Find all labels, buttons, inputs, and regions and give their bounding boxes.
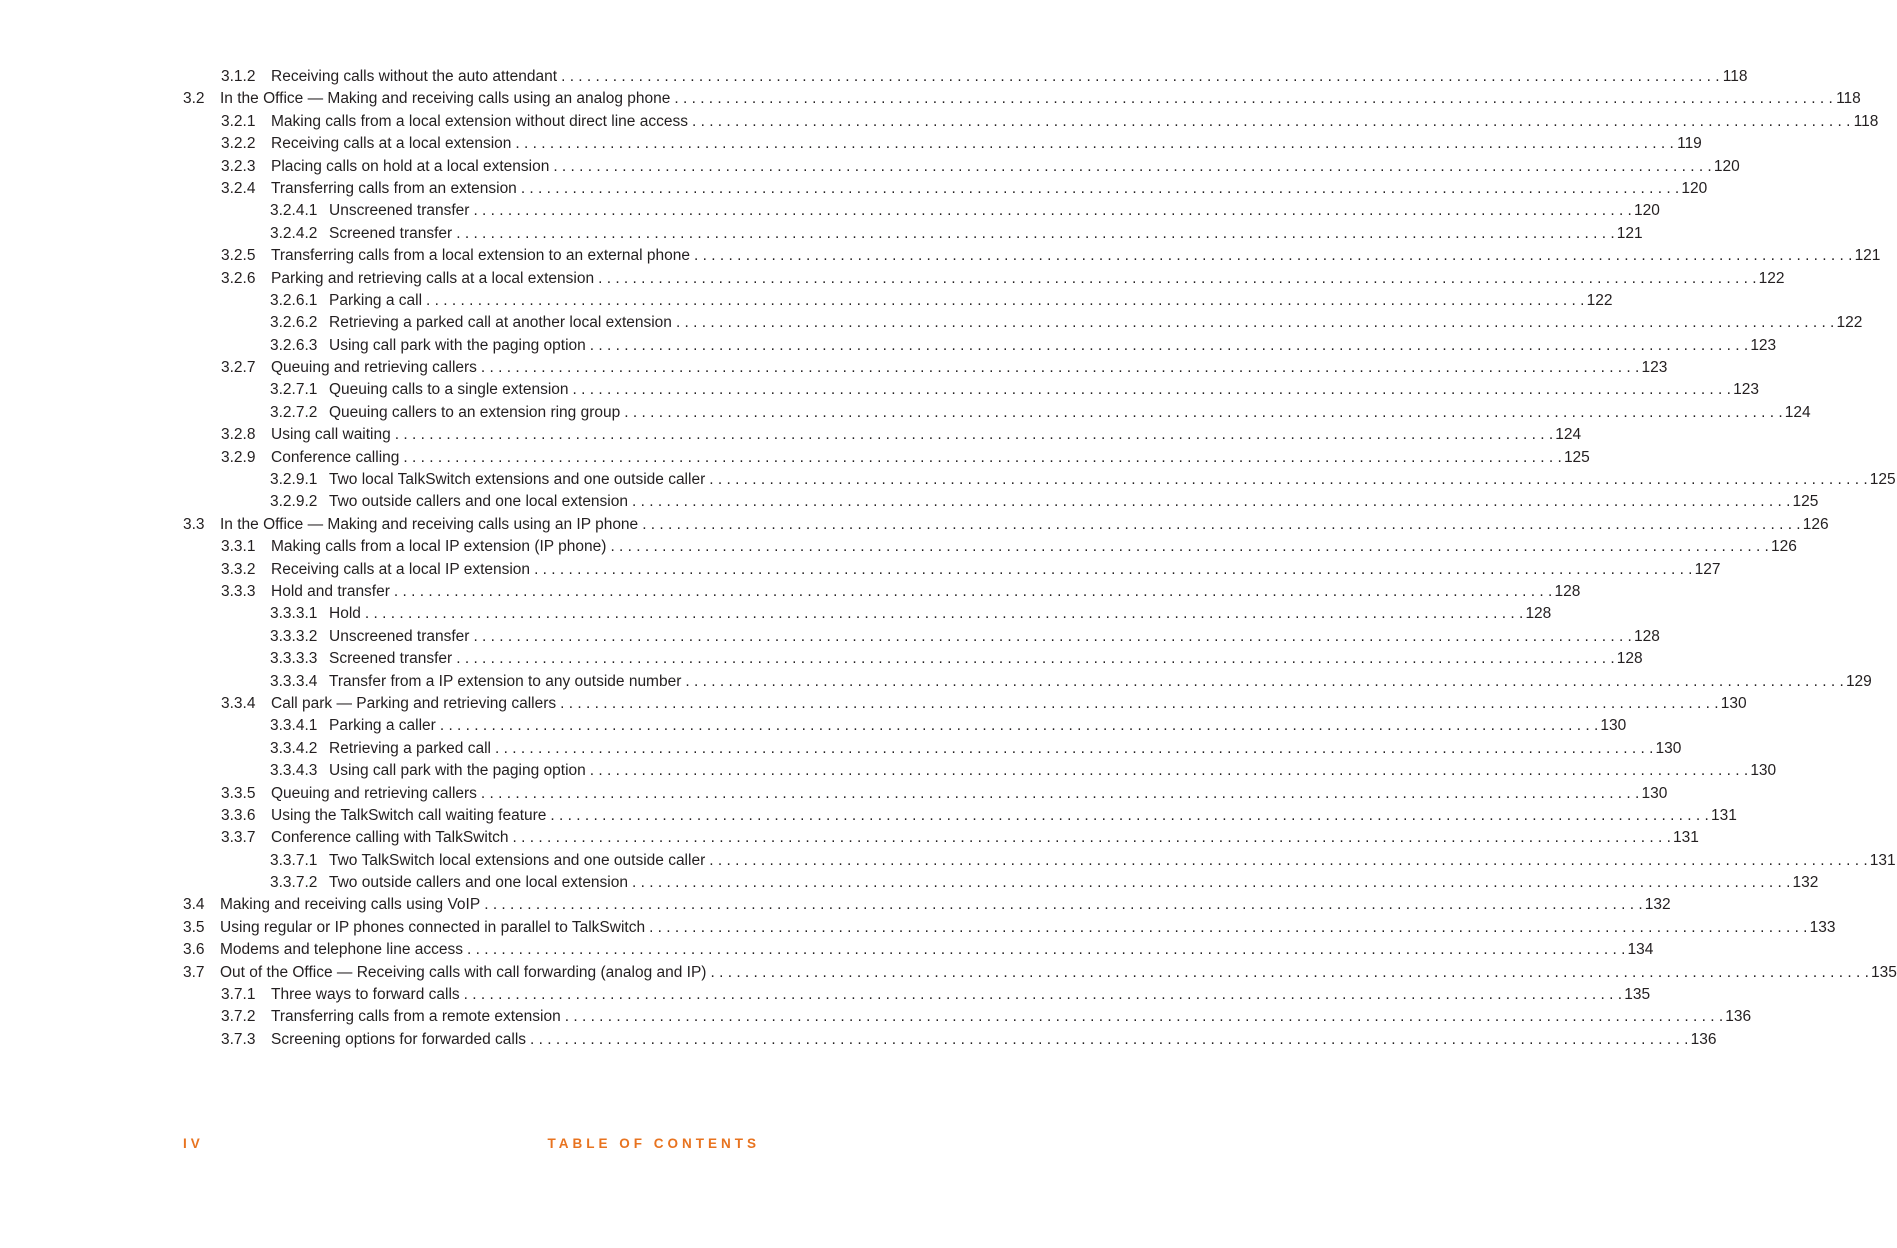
toc-entry-number: 3.2.9.1 bbox=[270, 471, 318, 489]
toc-entry-number: 3.2.6.1 bbox=[270, 291, 318, 309]
dot-leader bbox=[521, 178, 1679, 200]
toc-entry-page: 118 bbox=[1853, 112, 1879, 130]
dot-leader bbox=[440, 715, 1598, 737]
toc-entry[interactable] bbox=[183, 111, 1879, 133]
dot-leader bbox=[395, 424, 1553, 446]
toc-entry-page: 120 bbox=[1681, 179, 1708, 197]
dot-leader bbox=[694, 245, 1852, 267]
dot-leader bbox=[573, 379, 1731, 401]
dot-leader bbox=[560, 693, 1718, 715]
toc-entry-page: 118 bbox=[1836, 90, 1861, 108]
toc-entry-number: 3.2.9.2 bbox=[270, 493, 318, 511]
toc-entry-title: Using call waiting bbox=[271, 426, 391, 444]
toc-entry[interactable] bbox=[183, 671, 1872, 693]
toc-entry-number: 3.2.3 bbox=[221, 157, 256, 175]
toc-entry-title: Two outside callers and one local extension bbox=[329, 493, 628, 511]
toc-entry[interactable] bbox=[183, 1029, 1717, 1051]
dot-leader bbox=[530, 1029, 1688, 1051]
dot-leader bbox=[403, 447, 1561, 469]
footer-page-number: IV bbox=[183, 1136, 204, 1151]
toc-entry[interactable] bbox=[183, 917, 1836, 939]
toc-entry-page: 119 bbox=[1677, 135, 1702, 153]
toc-entry-number: 3.7.2 bbox=[221, 1008, 256, 1026]
toc-entry[interactable] bbox=[183, 872, 1819, 894]
toc-entry-number: 3.2.4.2 bbox=[270, 224, 318, 242]
dot-leader bbox=[484, 894, 1642, 916]
toc-entry-page: 130 bbox=[1641, 784, 1668, 802]
toc-entry[interactable] bbox=[183, 984, 1651, 1006]
toc-entry[interactable] bbox=[183, 469, 1896, 491]
toc-entry[interactable] bbox=[183, 581, 1581, 603]
toc-entry[interactable] bbox=[183, 491, 1819, 513]
toc-entry[interactable] bbox=[183, 603, 1552, 625]
toc-entry-number: 3.3.2 bbox=[221, 560, 256, 578]
footer-section-title: TABLE OF CONTENTS bbox=[547, 1136, 760, 1151]
toc-entry-number: 3.3.3.2 bbox=[270, 627, 318, 645]
toc-entry-page: 122 bbox=[1758, 269, 1785, 287]
toc-entry-number: 3.3.3.1 bbox=[270, 605, 318, 623]
toc-entry-title: Unscreened transfer bbox=[329, 202, 470, 220]
toc-entry[interactable] bbox=[183, 536, 1797, 558]
toc-entry-page: 120 bbox=[1633, 202, 1660, 220]
toc-entry-title: Retrieving a parked call bbox=[329, 739, 491, 757]
toc-entry-page: 123 bbox=[1733, 381, 1759, 399]
toc-entry[interactable] bbox=[183, 1006, 1752, 1028]
toc-entry[interactable] bbox=[183, 962, 1897, 984]
toc-entry-number: 3.2.2 bbox=[221, 135, 256, 153]
toc-entry-title: In the Office — Making and receiving calls using an analog phone bbox=[220, 90, 671, 108]
dot-leader bbox=[464, 984, 1622, 1006]
dot-leader bbox=[624, 402, 1782, 424]
toc-entry-number: 3.3.7.1 bbox=[270, 851, 318, 869]
dot-leader bbox=[674, 88, 1832, 110]
toc-entry-number: 3.2.4 bbox=[221, 179, 256, 197]
toc-entry[interactable] bbox=[183, 783, 1668, 805]
dot-leader bbox=[590, 760, 1748, 782]
dot-leader bbox=[649, 917, 1807, 939]
dot-leader bbox=[467, 939, 1625, 961]
dot-leader bbox=[632, 491, 1790, 513]
toc-entry-page: 133 bbox=[1809, 918, 1836, 936]
toc-entry-title: Two outside callers and one local extension bbox=[329, 874, 628, 892]
toc-entry-page: 125 bbox=[1563, 448, 1590, 466]
toc-entry-page: 130 bbox=[1720, 694, 1747, 712]
toc-entry-number: 3.5 bbox=[183, 918, 205, 936]
dot-leader bbox=[676, 312, 1834, 334]
toc-entry-title: Queuing and retrieving callers bbox=[271, 784, 477, 802]
toc-entry-title: Making calls from a local extension without direct line access bbox=[271, 112, 688, 130]
toc-entry[interactable] bbox=[183, 245, 1881, 267]
toc-entry[interactable] bbox=[183, 447, 1590, 469]
toc-entry-number: 3.3 bbox=[183, 515, 205, 533]
dot-leader bbox=[565, 1006, 1723, 1028]
dot-leader bbox=[709, 469, 1867, 491]
toc-entry-number: 3.3.3.4 bbox=[270, 672, 318, 690]
dot-leader bbox=[632, 872, 1790, 894]
toc-entry[interactable] bbox=[183, 850, 1896, 872]
toc-entry-title: Two local TalkSwitch extensions and one outside caller bbox=[329, 471, 706, 489]
toc-entry-title: Screening options for forwarded calls bbox=[271, 1030, 527, 1048]
toc-entry[interactable] bbox=[183, 514, 1829, 536]
toc-entry-title: Hold bbox=[329, 605, 361, 623]
toc-entry-page: 128 bbox=[1525, 605, 1552, 623]
toc-entry-number: 3.2.1 bbox=[221, 112, 256, 130]
toc-entry-page: 122 bbox=[1586, 291, 1613, 309]
toc-entry[interactable] bbox=[183, 559, 1721, 581]
toc-entry-page: 128 bbox=[1633, 627, 1660, 645]
dot-leader bbox=[426, 290, 1584, 312]
toc-entry-title: Using regular or IP phones connected in parallel to TalkSwitch bbox=[220, 918, 646, 936]
dot-leader bbox=[642, 514, 1800, 536]
dot-leader bbox=[561, 66, 1719, 88]
toc-entry-page: 121 bbox=[1854, 247, 1881, 265]
toc-entry[interactable] bbox=[183, 738, 1682, 760]
dot-leader bbox=[515, 133, 1673, 155]
toc-entry-number: 3.3.3 bbox=[221, 582, 256, 600]
toc-entry-title: Making and receiving calls using VoIP bbox=[220, 896, 481, 914]
toc-entry-page: 128 bbox=[1554, 582, 1581, 600]
toc-entry-title: Using call park with the paging option bbox=[329, 336, 586, 354]
toc-entry-title: Screened transfer bbox=[329, 650, 453, 668]
toc-entry-number: 3.7.1 bbox=[221, 986, 256, 1004]
dot-leader bbox=[473, 200, 1631, 222]
toc-entry-number: 3.3.7.2 bbox=[270, 874, 318, 892]
toc-entry-number: 3.4 bbox=[183, 896, 205, 914]
toc-entry-page: 123 bbox=[1641, 359, 1668, 377]
dot-leader bbox=[534, 559, 1692, 581]
toc-entry-title: Hold and transfer bbox=[271, 582, 390, 600]
toc-entry-page: 132 bbox=[1792, 874, 1819, 892]
dot-leader bbox=[553, 156, 1711, 178]
dot-leader bbox=[710, 962, 1868, 984]
toc-entry-title: Transferring calls from a remote extension bbox=[271, 1008, 561, 1026]
dot-leader bbox=[685, 671, 1843, 693]
toc-entry[interactable] bbox=[183, 357, 1668, 379]
dot-leader bbox=[692, 111, 1850, 133]
toc-entry-title: Unscreened transfer bbox=[329, 627, 470, 645]
toc-entry-title: Two TalkSwitch local extensions and one outside caller bbox=[329, 851, 706, 869]
toc-entry[interactable] bbox=[183, 939, 1654, 961]
toc-entry-number: 3.3.1 bbox=[221, 538, 256, 556]
toc-entry-number: 3.3.7 bbox=[221, 829, 256, 847]
toc-entry-page: 130 bbox=[1600, 717, 1627, 735]
toc-entry-page: 131 bbox=[1673, 829, 1699, 847]
toc-entry-page: 126 bbox=[1802, 515, 1829, 533]
toc-entry-number: 3.2.4.1 bbox=[270, 202, 318, 220]
toc-entry-number: 3.3.4.3 bbox=[270, 762, 318, 780]
toc-entry-page: 126 bbox=[1770, 538, 1797, 556]
table-of-contents bbox=[183, 66, 1897, 1051]
dot-leader bbox=[481, 357, 1639, 379]
toc-entry-title: Receiving calls at a local extension bbox=[271, 135, 512, 153]
dot-leader bbox=[365, 603, 1523, 625]
toc-entry[interactable] bbox=[183, 715, 1627, 737]
toc-entry-page: 136 bbox=[1725, 1008, 1752, 1026]
toc-entry[interactable] bbox=[183, 648, 1643, 670]
toc-entry-number: 3.2.6.3 bbox=[270, 336, 318, 354]
toc-entry-title: Transferring calls from an extension bbox=[271, 179, 517, 197]
toc-entry[interactable] bbox=[183, 626, 1660, 648]
toc-entry-title: Transfer from a IP extension to any outside number bbox=[329, 672, 682, 690]
toc-entry-page: 135 bbox=[1871, 963, 1897, 981]
toc-entry-title: Queuing calls to a single extension bbox=[329, 381, 569, 399]
toc-entry-number: 3.3.4.2 bbox=[270, 739, 318, 757]
toc-entry-page: 121 bbox=[1616, 224, 1643, 242]
toc-entry-page: 127 bbox=[1694, 560, 1721, 578]
toc-entry-page: 125 bbox=[1792, 493, 1819, 511]
toc-entry[interactable] bbox=[183, 156, 1740, 178]
toc-entry-number: 3.2.5 bbox=[221, 247, 256, 265]
toc-entry[interactable] bbox=[183, 379, 1759, 401]
toc-entry-page: 132 bbox=[1644, 896, 1671, 914]
toc-entry-page: 135 bbox=[1624, 986, 1651, 1004]
toc-entry-number: 3.2.6 bbox=[221, 269, 256, 287]
dot-leader bbox=[590, 335, 1748, 357]
toc-entry[interactable] bbox=[183, 760, 1777, 782]
toc-entry-number: 3.2.7.1 bbox=[270, 381, 318, 399]
toc-entry-page: 130 bbox=[1750, 762, 1777, 780]
toc-entry[interactable] bbox=[183, 894, 1671, 916]
toc-entry-page: 130 bbox=[1655, 739, 1682, 757]
toc-entry[interactable] bbox=[183, 66, 1748, 88]
dot-leader bbox=[709, 850, 1867, 872]
toc-entry-page: 125 bbox=[1869, 471, 1896, 489]
toc-entry-title: Making calls from a local IP extension (IP phone) bbox=[271, 538, 607, 556]
toc-entry-number: 3.7.3 bbox=[221, 1030, 256, 1048]
toc-entry-title: Out of the Office — Receiving calls with call forwarding (analog and IP) bbox=[220, 963, 707, 981]
toc-entry[interactable] bbox=[183, 223, 1643, 245]
toc-entry-number: 3.3.4.1 bbox=[270, 717, 318, 735]
toc-entry-title: Queuing callers to an extension ring group bbox=[329, 403, 621, 421]
toc-entry-number: 3.7 bbox=[183, 963, 205, 981]
toc-entry-number: 3.3.5 bbox=[221, 784, 256, 802]
toc-entry[interactable] bbox=[183, 827, 1699, 849]
toc-entry-page: 134 bbox=[1627, 941, 1654, 959]
toc-entry-title: Transferring calls from a local extension to an external phone bbox=[271, 247, 691, 265]
toc-entry-title: Call park — Parking and retrieving callers bbox=[271, 694, 557, 712]
toc-entry-page: 131 bbox=[1869, 851, 1896, 869]
toc-entry-number: 3.2.6.2 bbox=[270, 314, 318, 332]
toc-entry[interactable] bbox=[183, 805, 1737, 827]
toc-entry-page: 122 bbox=[1836, 314, 1863, 332]
dot-leader bbox=[598, 268, 1756, 290]
toc-entry-number: 3.1.2 bbox=[221, 68, 256, 85]
dot-leader bbox=[456, 223, 1614, 245]
dot-leader bbox=[394, 581, 1552, 603]
toc-entry-title: Queuing and retrieving callers bbox=[271, 359, 477, 377]
toc-entry-title: Three ways to forward calls bbox=[271, 986, 460, 1004]
toc-entry-number: 3.6 bbox=[183, 941, 205, 959]
toc-entry[interactable] bbox=[183, 312, 1863, 334]
toc-entry-title: Conference calling bbox=[271, 448, 400, 466]
toc-entry-page: 118 bbox=[1722, 68, 1748, 85]
toc-entry-page: 136 bbox=[1690, 1030, 1717, 1048]
toc-entry-title: Placing calls on hold at a local extension bbox=[271, 157, 550, 175]
toc-entry[interactable] bbox=[183, 693, 1747, 715]
toc-entry-number: 3.3.3.3 bbox=[270, 650, 318, 668]
toc-entry-number: 3.3.4 bbox=[221, 694, 256, 712]
dot-leader bbox=[473, 626, 1631, 648]
dot-leader bbox=[513, 827, 1671, 849]
toc-entry-number: 3.2.7 bbox=[221, 359, 256, 377]
toc-entry[interactable] bbox=[183, 178, 1708, 200]
toc-entry[interactable] bbox=[183, 88, 1861, 110]
toc-entry-title: Parking and retrieving calls at a local extension bbox=[271, 269, 595, 287]
toc-entry[interactable] bbox=[183, 424, 1582, 446]
toc-entry-page: 128 bbox=[1616, 650, 1643, 668]
toc-entry[interactable] bbox=[183, 268, 1785, 290]
dot-leader bbox=[495, 738, 1653, 760]
toc-entry-title: Using the TalkSwitch call waiting feature bbox=[271, 806, 547, 824]
toc-entry-title: Conference calling with TalkSwitch bbox=[271, 829, 509, 847]
toc-entry-page: 124 bbox=[1784, 403, 1811, 421]
toc-entry-number: 3.3.6 bbox=[221, 806, 256, 824]
toc-entry-page: 123 bbox=[1750, 336, 1777, 354]
toc-entry-number: 3.2.8 bbox=[221, 426, 256, 444]
toc-entry-page: 120 bbox=[1713, 157, 1740, 175]
toc-entry[interactable] bbox=[183, 402, 1811, 424]
toc-entry[interactable] bbox=[183, 133, 1702, 155]
toc-entry[interactable] bbox=[183, 200, 1660, 222]
toc-entry[interactable] bbox=[183, 290, 1613, 312]
toc-entry-page: 131 bbox=[1710, 806, 1737, 824]
toc-entry-title: In the Office — Making and receiving calls using an IP phone bbox=[220, 515, 639, 533]
dot-leader bbox=[456, 648, 1614, 670]
toc-entry-title: Using call park with the paging option bbox=[329, 762, 586, 780]
toc-entry-title: Parking a caller bbox=[329, 717, 436, 735]
toc-entry-page: 124 bbox=[1555, 426, 1582, 444]
toc-entry-title: Retrieving a parked call at another local extension bbox=[329, 314, 672, 332]
dot-leader bbox=[550, 805, 1708, 827]
toc-entry-title: Receiving calls at a local IP extension bbox=[271, 560, 531, 578]
toc-entry-title: Receiving calls without the auto attendant bbox=[271, 68, 558, 85]
toc-entry-page: 129 bbox=[1845, 672, 1872, 690]
toc-entry[interactable] bbox=[183, 335, 1777, 357]
dot-leader bbox=[481, 783, 1639, 805]
toc-entry-number: 3.2.7.2 bbox=[270, 403, 318, 421]
toc-entry-title: Screened transfer bbox=[329, 224, 453, 242]
toc-entry-number: 3.2 bbox=[183, 90, 205, 108]
toc-entry-title: Parking a call bbox=[329, 291, 423, 309]
toc-entry-title: Modems and telephone line access bbox=[220, 941, 463, 959]
dot-leader bbox=[610, 536, 1768, 558]
toc-entry-number: 3.2.9 bbox=[221, 448, 256, 466]
